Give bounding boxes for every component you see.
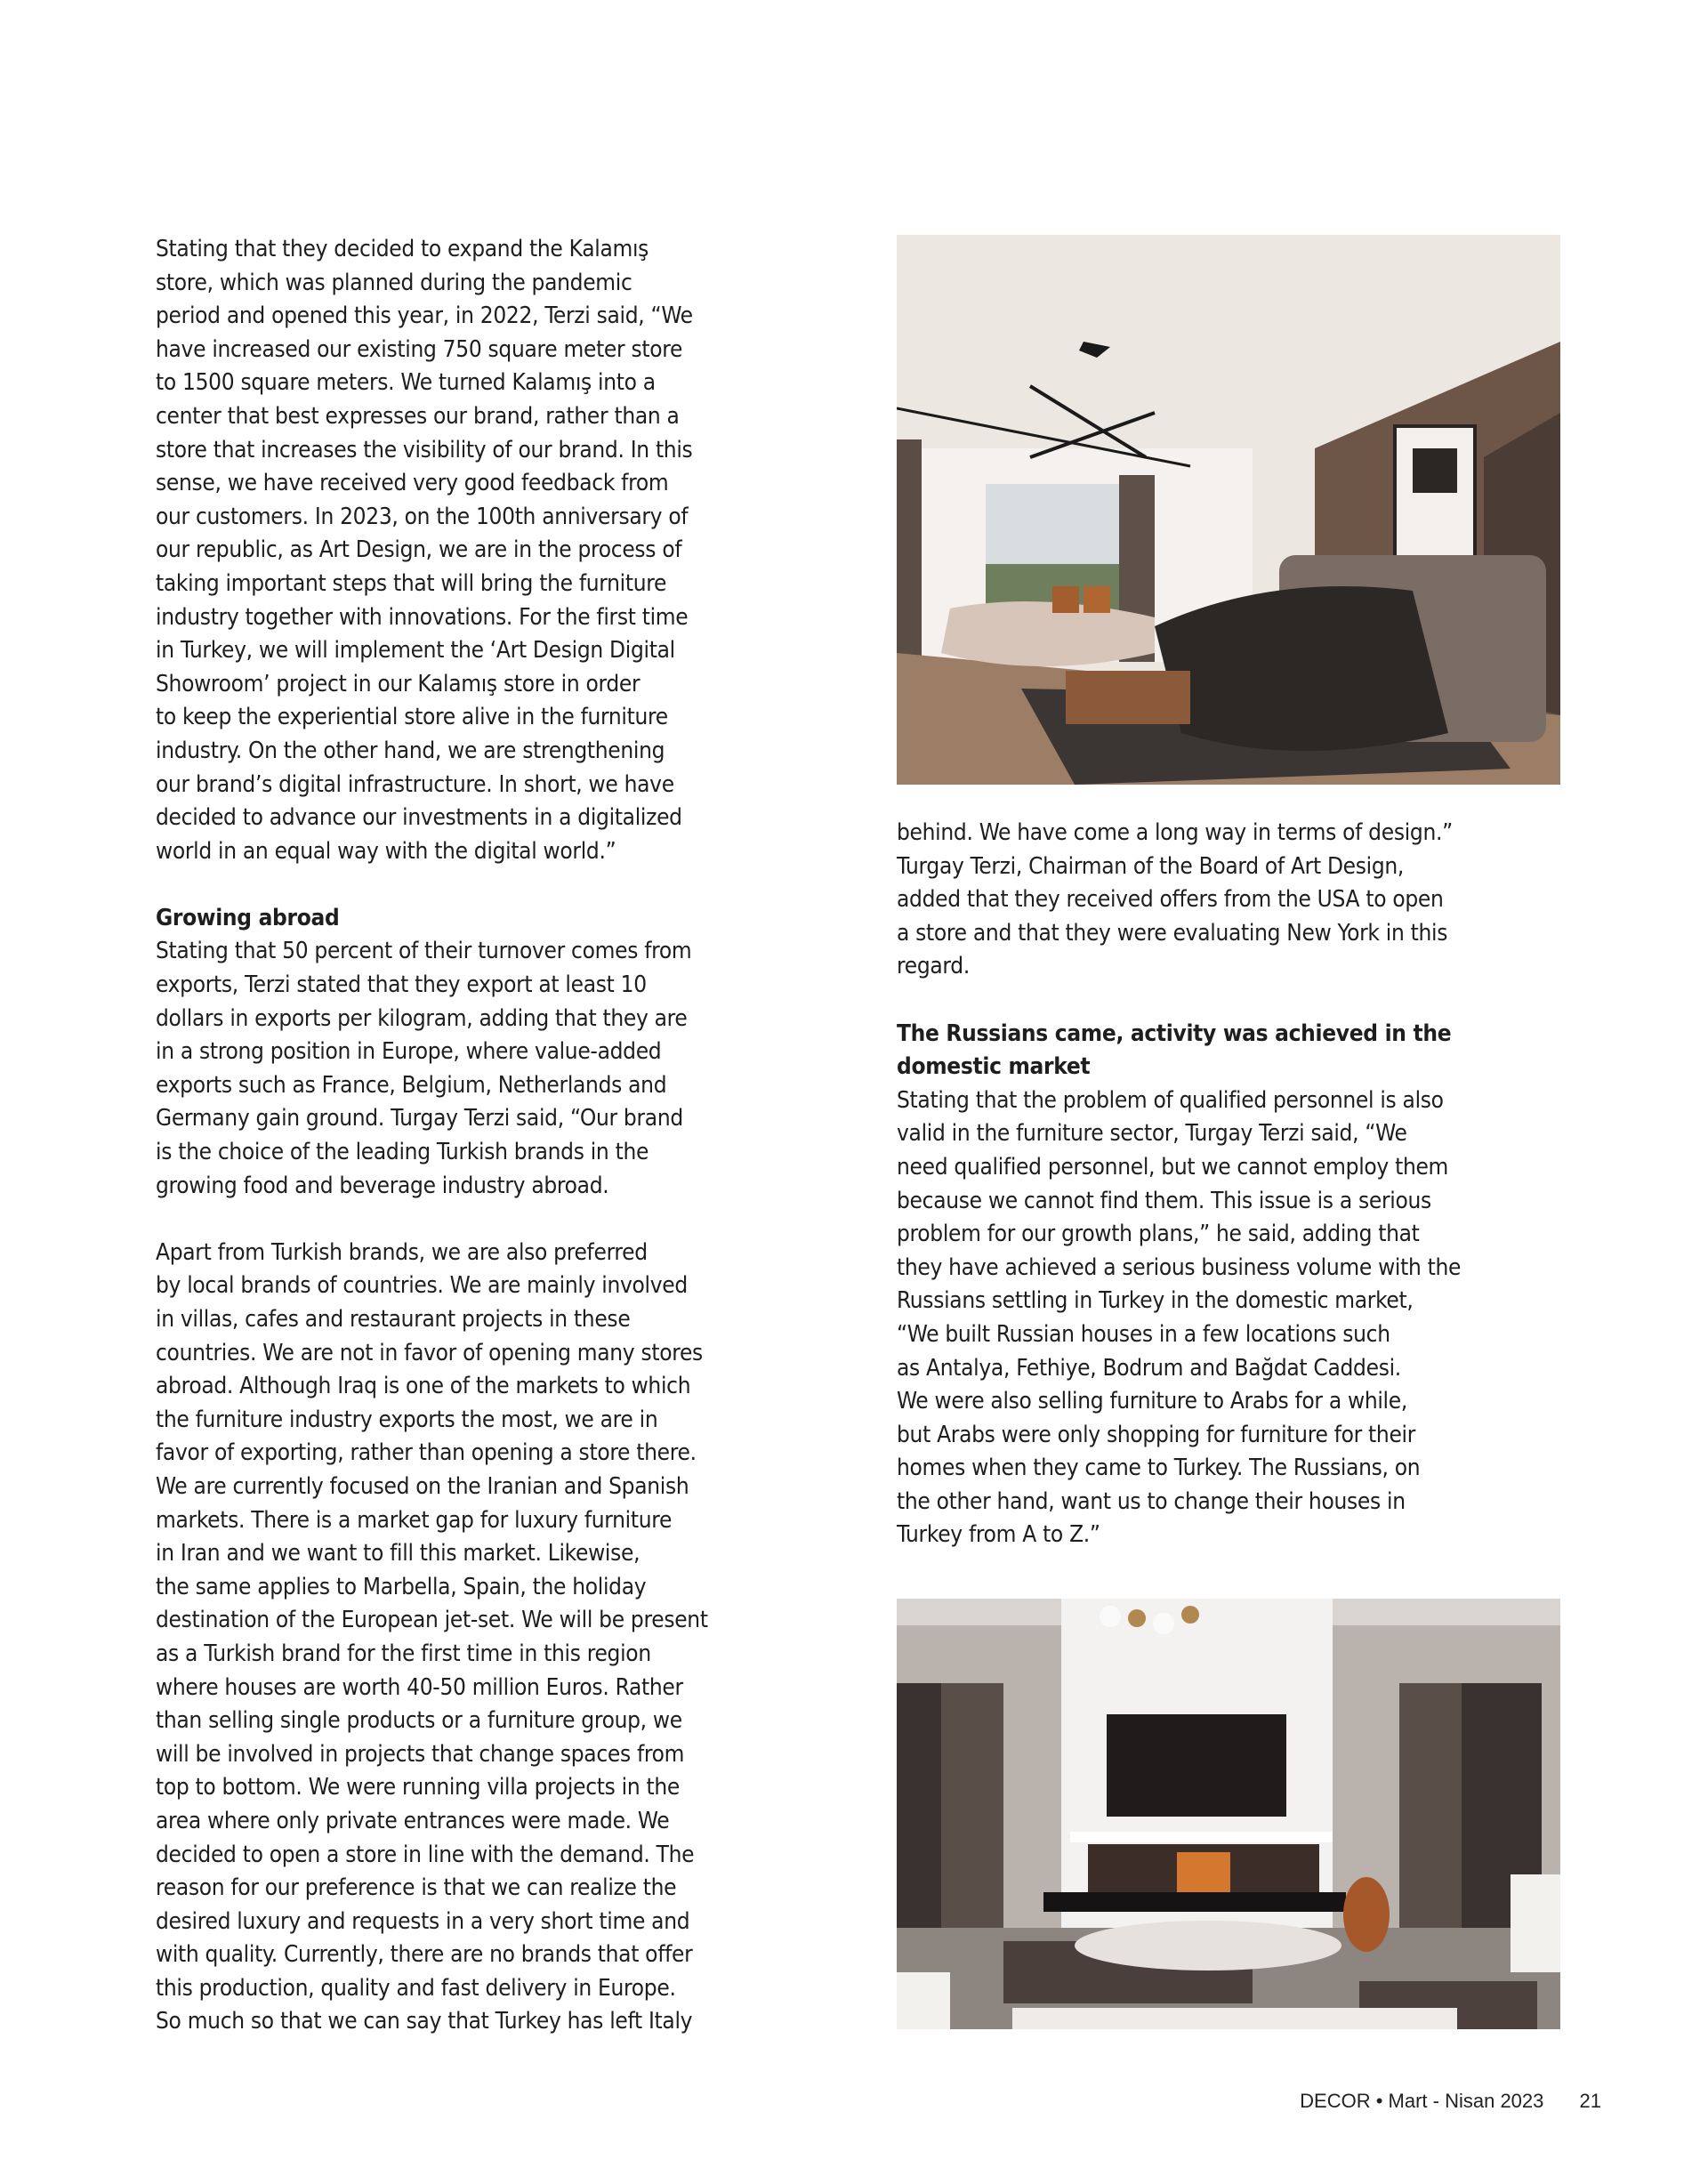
page-footer (1263, 2090, 1601, 2113)
living-room-photo (897, 1599, 1560, 2029)
paragraph-qualified-personnel: Stating that the problem of qualified personnel is also valid in the furniture sector, Turgay Terzi said, “We need qualified personnel, but we cannot employ them because we cannot find them. This issue is a serious problem for our growth plans,” he said, adding that they have achieved a serious business volume with the Russians settling in Turkey in the domestic market, “We built Russian houses in a few locations such as Antalya, Fethiye, Bodrum and Bağdat Caddesi. We were also selling furniture to Arabs for a while, but Arabs were only shopping for furniture for their homes when they came to Turkey. The Russians, on the other hand, want us to change their houses in Turkey from A to Z.” (897, 1086, 1462, 1549)
left-column (156, 233, 832, 2039)
paragraph-gap (156, 868, 832, 902)
paragraph-local-brands: Apart from Turkish brands, we are also preferred by local brands of countries. We are mainly involved in villas, cafes and restaurant projects in these countries. We are not in favor of opening many stores abroad. Although Iraq is one of the markets to which the furniture industry exports the most, we are in favor of exporting, rather than opening a store there. We are currently focused on the Iranian and Spanish markets. There is a market gap for luxury furniture in Iran and we want to fill this market. Likewise, the same applies to Marbella, Spain, the holiday destination of the European jet-set. We will be present as a Turkish brand for the first time in this region where houses are worth 40-50 million Euros. Rather than selling single products or a furniture group, we will be involved in projects that change spaces from top to bottom. We were running villa projects in the area where only private entrances were made. We decided to open a store in line with the demand. The reason for our preference is that we can realize the desired luxury and requests in a very short time and with quality. Currently, there are no brands that offer this production, quality and fast delivery in Europe. So much so that we can say that Turkey has left Italy (156, 1238, 708, 2035)
paragraph-design-usa: behind. We have come a long way in terms of design.” Turgay Terzi, Chairman of the Board of Art Design, added that they received offers from the USA to open a store and that they were evaluating New York in this regard. (897, 819, 1453, 980)
paragraph-gap (156, 1203, 832, 1237)
publication-info: DECOR • Mart - Nisan 2023 (1300, 2090, 1544, 2112)
right-column (897, 817, 1573, 1552)
heading-russians-came: The Russians came, activity was achieved in the domestic market (897, 1019, 1452, 1081)
heading-growing-abroad: Growing abroad (156, 904, 340, 931)
living-room-image-icon (897, 1599, 1560, 2029)
bedroom-image-icon (897, 235, 1560, 785)
paragraph-kalamis-store: Stating that they decided to expand the Kalamış store, which was planned during the pandemic period and opened this year, in 2022, Terzi said, “We have increased our existing 750 square meter store to 1500 square meters. We turned Kalamış into a center that best expresses our brand, rather than a store that increases the visibility of our brand. In this sense, we have received very good feedback from our customers. In 2023, on the 100th anniversary of our republic, as Art Design, we are in the process of taking important steps that will bring the furniture industry together with innovations. For the first time in Turkey, we will implement the ‘Art Design Digital Showroom’ project in our Kalamış store in order to keep the experiential store alive in the furniture industry. On the other hand, we are strengthening our brand’s digital infrastructure. In short, we have decided to advance our investments in a digitalized world in an equal way with the digital world.” (156, 236, 693, 865)
page-number: 21 (1579, 2090, 1601, 2112)
paragraph-gap (897, 984, 1573, 1018)
paragraph-exports: Stating that 50 percent of their turnover comes from exports, Terzi stated that they export at least 10 dollars in exports per kilogram, adding that they are in a strong position in Europe, where value-added exports such as France, Belgium, Netherlands and Germany gain ground. Turgay Terzi said, “Our brand is the choice of the leading Turkish brands in the growing food and beverage industry abroad. (156, 938, 692, 1199)
bedroom-photo (897, 235, 1560, 785)
